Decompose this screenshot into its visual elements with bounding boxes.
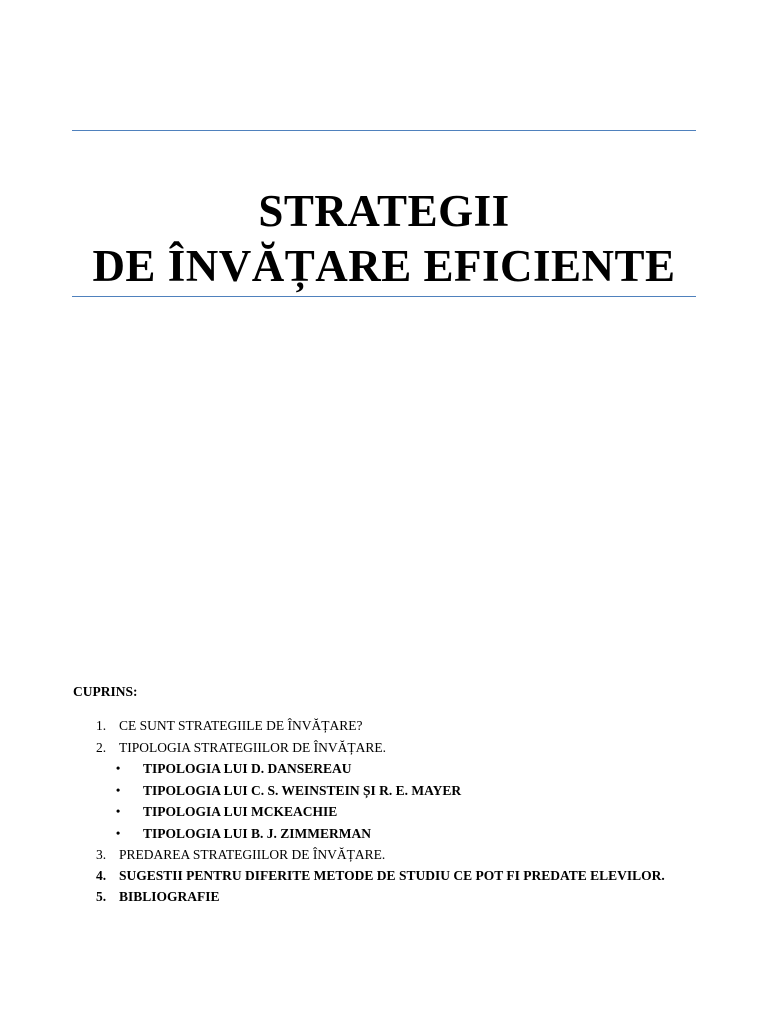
toc-subitem-weinstein-mayer [73, 780, 693, 802]
title-bottom-rule [72, 296, 696, 297]
bullet-icon: • [116, 825, 121, 840]
toc-subitem-zimmerman [73, 823, 693, 845]
toc-item-number: 2. [96, 739, 107, 755]
toc-subitem-mckeachie [73, 801, 693, 823]
toc-subitem-text: TIPOLOGIA LUI MCKEACHIE [143, 804, 338, 819]
toc-subitem-dansereau [73, 758, 693, 780]
toc-item-number: 3. [96, 847, 107, 862]
toc-item-text: CE SUNT STRATEGIILE DE ÎNVĂȚARE? [119, 718, 363, 733]
table-of-contents [73, 715, 693, 907]
toc-item-text: BIBLIOGRAFIE [119, 888, 220, 904]
toc-item-text: SUGESTII PENTRU DIFERITE METODE DE STUDIU CE POT FI PREDATE ELEVILOR. [119, 867, 665, 883]
toc-item-2 [73, 737, 693, 759]
toc-heading: CUPRINS: [73, 684, 138, 699]
title-line-2: DE ÎNVĂȚARE EFICIENTE [92, 241, 676, 291]
document-title [72, 184, 696, 294]
bullet-icon: • [116, 782, 121, 797]
toc-item-5 [73, 886, 693, 908]
title-top-rule [72, 130, 696, 131]
title-line-1: STRATEGII [258, 186, 510, 236]
toc-item-1 [73, 715, 693, 737]
toc-subitem-text: TIPOLOGIA LUI B. J. ZIMMERMAN [143, 825, 372, 841]
toc-subitem-text: TIPOLOGIA LUI D. DANSEREAU [143, 761, 352, 776]
toc-item-text: PREDAREA STRATEGIILOR DE ÎNVĂȚARE. [119, 847, 386, 862]
toc-item-4 [73, 866, 693, 886]
toc-item-number: 5. [96, 888, 107, 904]
toc-item-number: 1. [96, 718, 107, 733]
toc-item-number: 4. [96, 867, 107, 883]
toc-item-text: TIPOLOGIA STRATEGIILOR DE ÎNVĂȚARE. [119, 739, 386, 755]
bullet-icon: • [116, 761, 121, 775]
toc-subitem-text: TIPOLOGIA LUI C. S. WEINSTEIN ȘI R. E. MAYER [143, 782, 462, 798]
bullet-icon: • [116, 804, 121, 818]
toc-item-3 [73, 844, 693, 866]
